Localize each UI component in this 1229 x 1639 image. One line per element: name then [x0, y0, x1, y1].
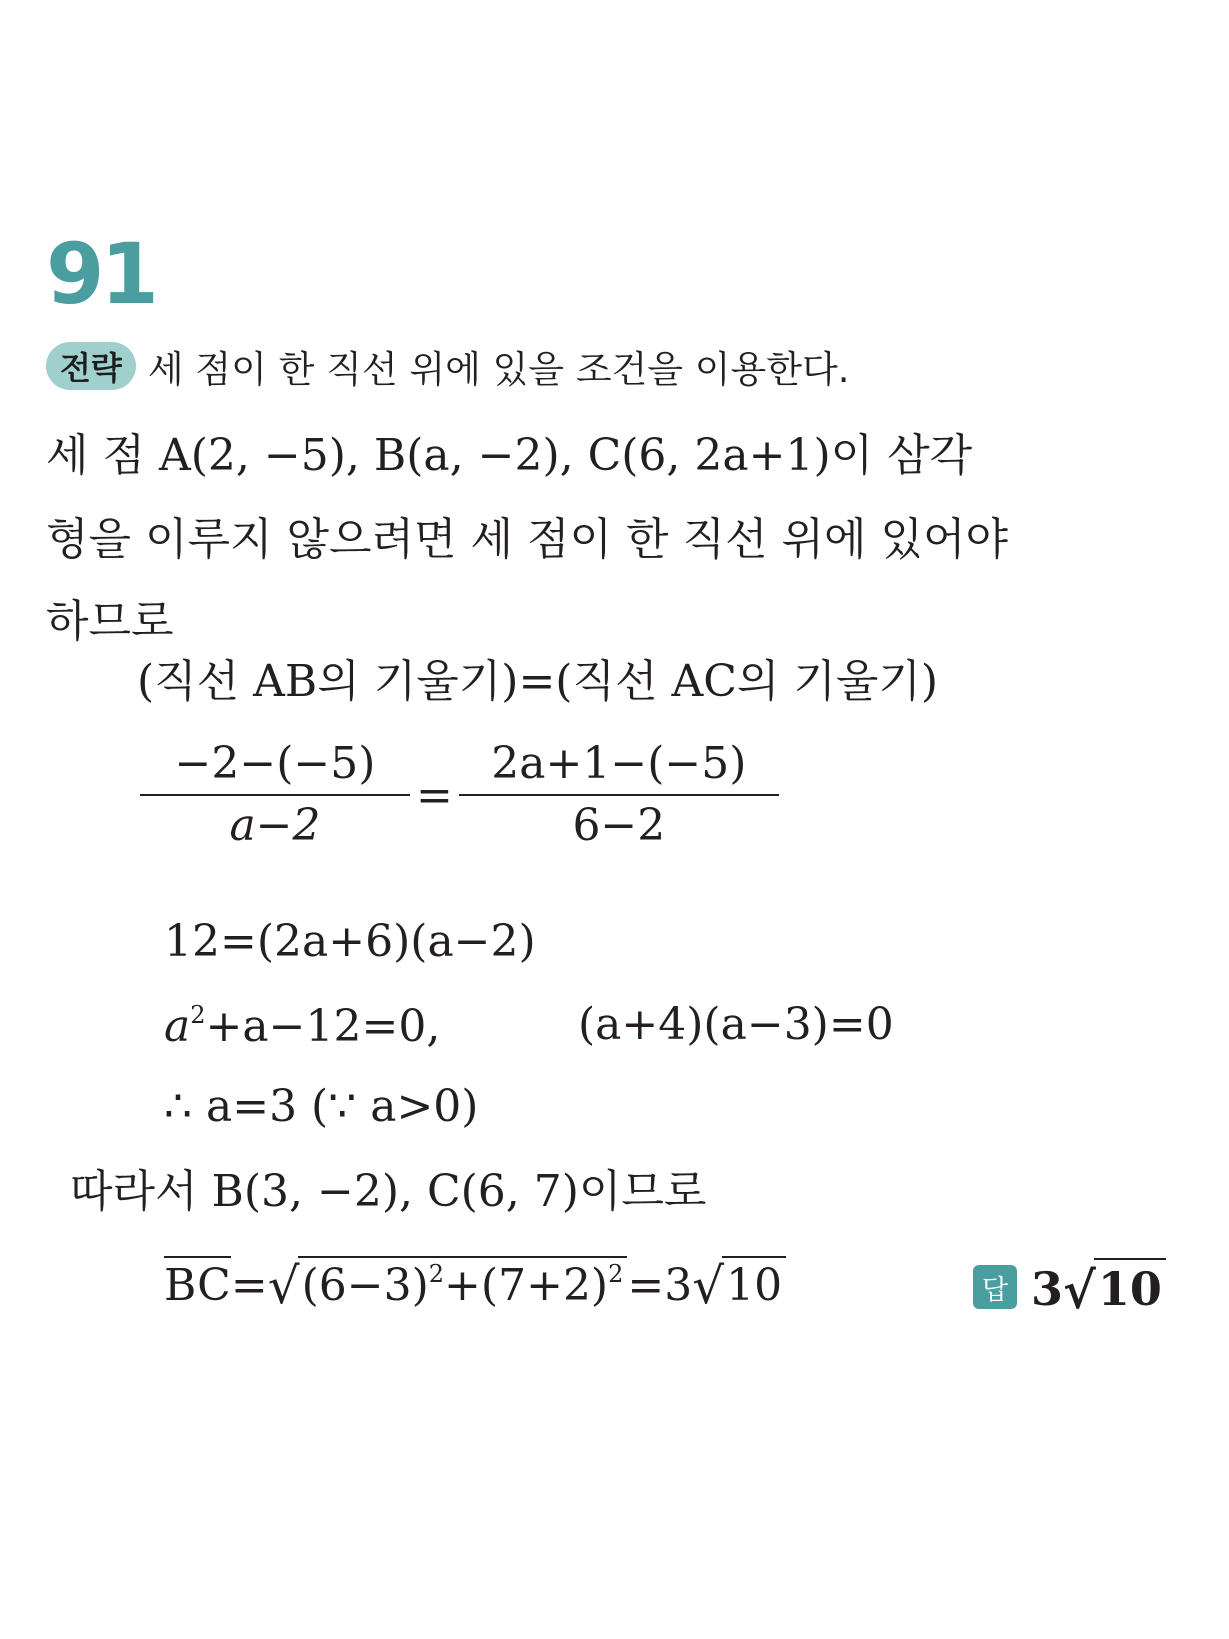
bc-equals: =: [230, 1260, 268, 1311]
answer-radical: [1063, 1258, 1166, 1320]
sqrt-icon: √: [1063, 1261, 1096, 1320]
distance-bc-equation: [164, 1256, 786, 1315]
therefore-line: ∴ a=3 (∵ a>0): [164, 1081, 479, 1132]
factored-equation: (a+4)(a−3)=0: [578, 999, 894, 1050]
slope-fraction-equation: [140, 740, 779, 851]
answer-badge: 답: [973, 1265, 1017, 1309]
quadratic-equation: [164, 1001, 441, 1052]
segment-bc-label: BC: [164, 1256, 231, 1311]
strategy-badge: 전략: [46, 342, 136, 390]
bc-equals-result: =3: [627, 1260, 693, 1311]
quad-variable: a: [164, 1001, 191, 1052]
bc-radicand: $(6-3)^2+(7+2)^2$: [298, 1256, 628, 1311]
problem-number: 91: [46, 225, 155, 323]
equation-product: 12=(2a+6)(a−2): [164, 916, 536, 967]
right-fraction-numerator: 2a+1−(−5): [491, 738, 747, 789]
strategy-row: [46, 340, 850, 392]
equals-sign: =: [416, 769, 453, 821]
slope-equation: (직선 AB의 기울기)=(직선 AC의 기울기): [137, 656, 939, 707]
conclusion-line: 따라서 B(3, −2), C(6, 7)이므로: [70, 1166, 707, 1217]
solution-paragraph-line-2: 형을 이루지 않으려면 세 점이 한 직선 위에 있어야: [46, 514, 1008, 565]
left-fraction: [140, 740, 410, 851]
left-fraction-denominator: a−2: [140, 794, 410, 850]
answer-value: [1031, 1258, 1166, 1320]
sqrt-icon: √: [692, 1257, 725, 1315]
bc-radical: [267, 1256, 628, 1315]
strategy-text: 세 점이 한 직선 위에 있을 조건을 이용한다.: [147, 348, 850, 391]
left-fraction-numerator: −2−(−5): [174, 738, 376, 789]
quad-exponent: 2: [190, 1001, 206, 1029]
quad-rest: +a−12=0,: [205, 1001, 441, 1052]
bc-result-radical: [692, 1256, 786, 1315]
right-fraction-denominator: 6−2: [459, 794, 779, 850]
bc-result-radicand: 10: [722, 1256, 786, 1311]
right-fraction: [459, 740, 779, 851]
answer-radicand: 10: [1094, 1258, 1166, 1316]
answer: [973, 1258, 1166, 1320]
solution-paragraph-line-1: 세 점 A(2, −5), B(a, −2), C(6, 2a+1)이 삼각: [46, 430, 973, 481]
sqrt-icon: √: [267, 1257, 300, 1315]
solution-paragraph-line-3: 하므로: [46, 596, 174, 647]
answer-coefficient: 3: [1031, 1262, 1064, 1316]
